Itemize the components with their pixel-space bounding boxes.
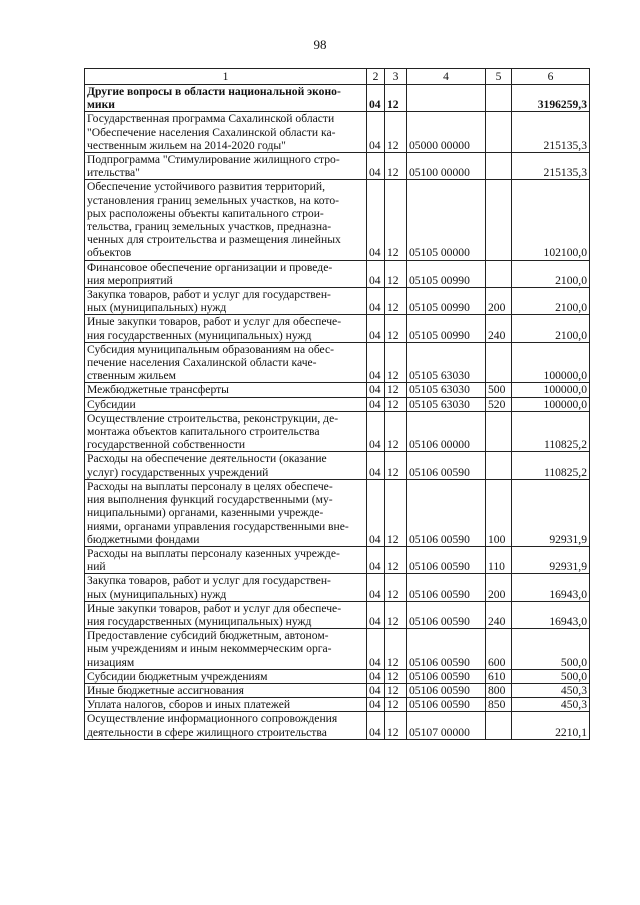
table-row xyxy=(85,288,590,315)
table-row xyxy=(85,383,590,397)
column-header: 5 xyxy=(486,69,512,85)
target-article-cell xyxy=(407,85,486,112)
row-name-cell: Иные закупки товаров, работ и услуг для обеспече- ния государственных (муниципальных) нужд xyxy=(85,601,367,628)
target-article-cell: 05105 00990 xyxy=(407,315,486,342)
section-code-cell: 04 xyxy=(367,411,385,452)
expense-type-cell: 800 xyxy=(486,683,512,697)
subsection-code-cell: 12 xyxy=(385,683,407,697)
column-header: 4 xyxy=(407,69,486,85)
table-row xyxy=(85,669,590,683)
subsection-code-cell: 12 xyxy=(385,315,407,342)
target-article-cell: 05100 00000 xyxy=(407,153,486,180)
expense-type-cell: 240 xyxy=(486,315,512,342)
subsection-code-cell: 12 xyxy=(385,601,407,628)
target-article-cell: 05106 00590 xyxy=(407,546,486,573)
expense-type-cell xyxy=(486,153,512,180)
amount-cell: 3196259,3 xyxy=(512,85,590,112)
section-code-cell: 04 xyxy=(367,315,385,342)
table-row xyxy=(85,601,590,628)
section-code-cell: 04 xyxy=(367,683,385,697)
row-name-cell: Расходы на выплаты персоналу казенных учрежде- ний xyxy=(85,546,367,573)
amount-cell: 2210,1 xyxy=(512,712,590,739)
section-code-cell: 04 xyxy=(367,601,385,628)
column-header: 1 xyxy=(85,69,367,85)
row-name-cell: Осуществление информационного сопровождения деятельности в сфере жилищного строительства xyxy=(85,712,367,739)
row-name-cell: Субсидии xyxy=(85,397,367,411)
section-code-cell: 04 xyxy=(367,260,385,287)
row-name-cell: Закупка товаров, работ и услуг для государствен- ных (муниципальных) нужд xyxy=(85,574,367,601)
amount-cell: 102100,0 xyxy=(512,180,590,260)
expense-type-cell: 100 xyxy=(486,479,512,546)
amount-cell: 500,0 xyxy=(512,629,590,670)
section-code-cell: 04 xyxy=(367,629,385,670)
amount-cell: 215135,3 xyxy=(512,153,590,180)
subsection-code-cell: 12 xyxy=(385,546,407,573)
section-code-cell: 04 xyxy=(367,383,385,397)
expense-type-cell: 110 xyxy=(486,546,512,573)
expense-type-cell: 500 xyxy=(486,383,512,397)
expense-type-cell xyxy=(486,85,512,112)
amount-cell: 16943,0 xyxy=(512,574,590,601)
row-name-cell: Предоставление субсидий бюджетным, автоном- ным учреждениям и иным некоммерческим орга- низациям xyxy=(85,629,367,670)
subsection-code-cell: 12 xyxy=(385,260,407,287)
row-name-cell: Подпрограмма "Стимулирование жилищного стро- ительства" xyxy=(85,153,367,180)
section-code-cell: 04 xyxy=(367,180,385,260)
table-row xyxy=(85,315,590,342)
target-article-cell: 05106 00590 xyxy=(407,452,486,479)
section-code-cell: 04 xyxy=(367,397,385,411)
section-code-cell: 04 xyxy=(367,546,385,573)
subsection-code-cell: 12 xyxy=(385,698,407,712)
target-article-cell: 05105 00000 xyxy=(407,180,486,260)
table-row xyxy=(85,683,590,697)
amount-cell: 450,3 xyxy=(512,683,590,697)
target-article-cell: 05105 00990 xyxy=(407,288,486,315)
amount-cell: 2100,0 xyxy=(512,315,590,342)
row-name-cell: Другие вопросы в области национальной эконо- мики xyxy=(85,85,367,112)
target-article-cell: 05105 63030 xyxy=(407,342,486,383)
subsection-code-cell: 12 xyxy=(385,383,407,397)
subsection-code-cell: 12 xyxy=(385,712,407,739)
section-code-cell: 04 xyxy=(367,452,385,479)
table-row xyxy=(85,260,590,287)
target-article-cell: 05106 00590 xyxy=(407,601,486,628)
table-row xyxy=(85,698,590,712)
section-code-cell: 04 xyxy=(367,153,385,180)
amount-cell: 2100,0 xyxy=(512,260,590,287)
subsection-code-cell: 12 xyxy=(385,153,407,180)
column-header: 2 xyxy=(367,69,385,85)
amount-cell: 100000,0 xyxy=(512,397,590,411)
subsection-code-cell: 12 xyxy=(385,85,407,112)
target-article-cell: 05105 00990 xyxy=(407,260,486,287)
budget-table xyxy=(84,68,590,740)
row-name-cell: Субсидия муниципальным образованиям на обес- печение населения Сахалинской области каче- ственным жильем xyxy=(85,342,367,383)
amount-cell: 110825,2 xyxy=(512,411,590,452)
expense-type-cell xyxy=(486,411,512,452)
table-row xyxy=(85,574,590,601)
expense-type-cell: 200 xyxy=(486,288,512,315)
subsection-code-cell: 12 xyxy=(385,479,407,546)
amount-cell: 92931,9 xyxy=(512,546,590,573)
amount-cell: 500,0 xyxy=(512,669,590,683)
amount-cell: 450,3 xyxy=(512,698,590,712)
expense-type-cell: 600 xyxy=(486,629,512,670)
table-header-row xyxy=(85,69,590,85)
expense-type-cell: 240 xyxy=(486,601,512,628)
subsection-code-cell: 12 xyxy=(385,452,407,479)
target-article-cell: 05106 00590 xyxy=(407,629,486,670)
amount-cell: 100000,0 xyxy=(512,383,590,397)
expense-type-cell: 520 xyxy=(486,397,512,411)
row-name-cell: Иные закупки товаров, работ и услуг для обеспече- ния государственных (муниципальных) нужд xyxy=(85,315,367,342)
subsection-code-cell: 12 xyxy=(385,397,407,411)
target-article-cell: 05106 00590 xyxy=(407,479,486,546)
row-name-cell: Обеспечение устойчивого развития территорий, установления границ земельных участков, на кото- рых расположены объекты капитального строи- тельства, границ земельных участков, предназна- ченных для строительства и размещения линейных объектов xyxy=(85,180,367,260)
subsection-code-cell: 12 xyxy=(385,288,407,315)
expense-type-cell xyxy=(486,342,512,383)
row-name-cell: Финансовое обеспечение организации и проведе- ния мероприятий xyxy=(85,260,367,287)
table-row xyxy=(85,712,590,739)
subsection-code-cell: 12 xyxy=(385,112,407,153)
row-name-cell: Расходы на обеспечение деятельности (оказание услуг) государственных учреждений xyxy=(85,452,367,479)
table-row xyxy=(85,452,590,479)
subsection-code-cell: 12 xyxy=(385,411,407,452)
expense-type-cell xyxy=(486,452,512,479)
target-article-cell: 05105 63030 xyxy=(407,383,486,397)
amount-cell: 215135,3 xyxy=(512,112,590,153)
expense-type-cell: 850 xyxy=(486,698,512,712)
subsection-code-cell: 12 xyxy=(385,629,407,670)
target-article-cell: 05106 00590 xyxy=(407,574,486,601)
expense-type-cell xyxy=(486,112,512,153)
table-row xyxy=(85,546,590,573)
expense-type-cell xyxy=(486,180,512,260)
table-row xyxy=(85,180,590,260)
amount-cell: 110825,2 xyxy=(512,452,590,479)
row-name-cell: Государственная программа Сахалинской области "Обеспечение населения Сахалинской области ка- чественным жильем на 2014-2020 годы" xyxy=(85,112,367,153)
section-code-cell: 04 xyxy=(367,85,385,112)
amount-cell: 92931,9 xyxy=(512,479,590,546)
row-name-cell: Субсидии бюджетным учреждениям xyxy=(85,669,367,683)
table-row xyxy=(85,397,590,411)
page-number: 98 xyxy=(313,37,327,52)
table-row xyxy=(85,85,590,112)
table-row xyxy=(85,153,590,180)
row-name-cell: Расходы на выплаты персоналу в целях обеспече- ния выполнения функций государственными (му- ниципальными) органами, казенными учрежде- ниями, органами управления государственными вне- бюджетными фондами xyxy=(85,479,367,546)
target-article-cell: 05106 00000 xyxy=(407,411,486,452)
amount-cell: 2100,0 xyxy=(512,288,590,315)
table-row xyxy=(85,342,590,383)
table-row xyxy=(85,479,590,546)
target-article-cell: 05105 63030 xyxy=(407,397,486,411)
row-name-cell: Иные бюджетные ассигнования xyxy=(85,683,367,697)
section-code-cell: 04 xyxy=(367,288,385,315)
expense-type-cell xyxy=(486,712,512,739)
section-code-cell: 04 xyxy=(367,574,385,601)
section-code-cell: 04 xyxy=(367,698,385,712)
section-code-cell: 04 xyxy=(367,479,385,546)
section-code-cell: 04 xyxy=(367,669,385,683)
subsection-code-cell: 12 xyxy=(385,669,407,683)
target-article-cell: 05106 00590 xyxy=(407,683,486,697)
table-row xyxy=(85,629,590,670)
column-header: 3 xyxy=(385,69,407,85)
row-name-cell: Межбюджетные трансферты xyxy=(85,383,367,397)
section-code-cell: 04 xyxy=(367,342,385,383)
table-body xyxy=(85,85,590,740)
expense-type-cell: 610 xyxy=(486,669,512,683)
section-code-cell: 04 xyxy=(367,112,385,153)
subsection-code-cell: 12 xyxy=(385,342,407,383)
amount-cell: 16943,0 xyxy=(512,601,590,628)
expense-type-cell: 200 xyxy=(486,574,512,601)
table-row xyxy=(85,411,590,452)
amount-cell: 100000,0 xyxy=(512,342,590,383)
row-name-cell: Уплата налогов, сборов и иных платежей xyxy=(85,698,367,712)
target-article-cell: 05106 00590 xyxy=(407,669,486,683)
column-header: 6 xyxy=(512,69,590,85)
expense-type-cell xyxy=(486,260,512,287)
subsection-code-cell: 12 xyxy=(385,180,407,260)
row-name-cell: Закупка товаров, работ и услуг для государствен- ных (муниципальных) нужд xyxy=(85,288,367,315)
subsection-code-cell: 12 xyxy=(385,574,407,601)
target-article-cell: 05000 00000 xyxy=(407,112,486,153)
section-code-cell: 04 xyxy=(367,712,385,739)
target-article-cell: 05107 00000 xyxy=(407,712,486,739)
target-article-cell: 05106 00590 xyxy=(407,698,486,712)
row-name-cell: Осуществление строительства, реконструкции, де- монтажа объектов капитального строительства государственной собственности xyxy=(85,411,367,452)
table-row xyxy=(85,112,590,153)
